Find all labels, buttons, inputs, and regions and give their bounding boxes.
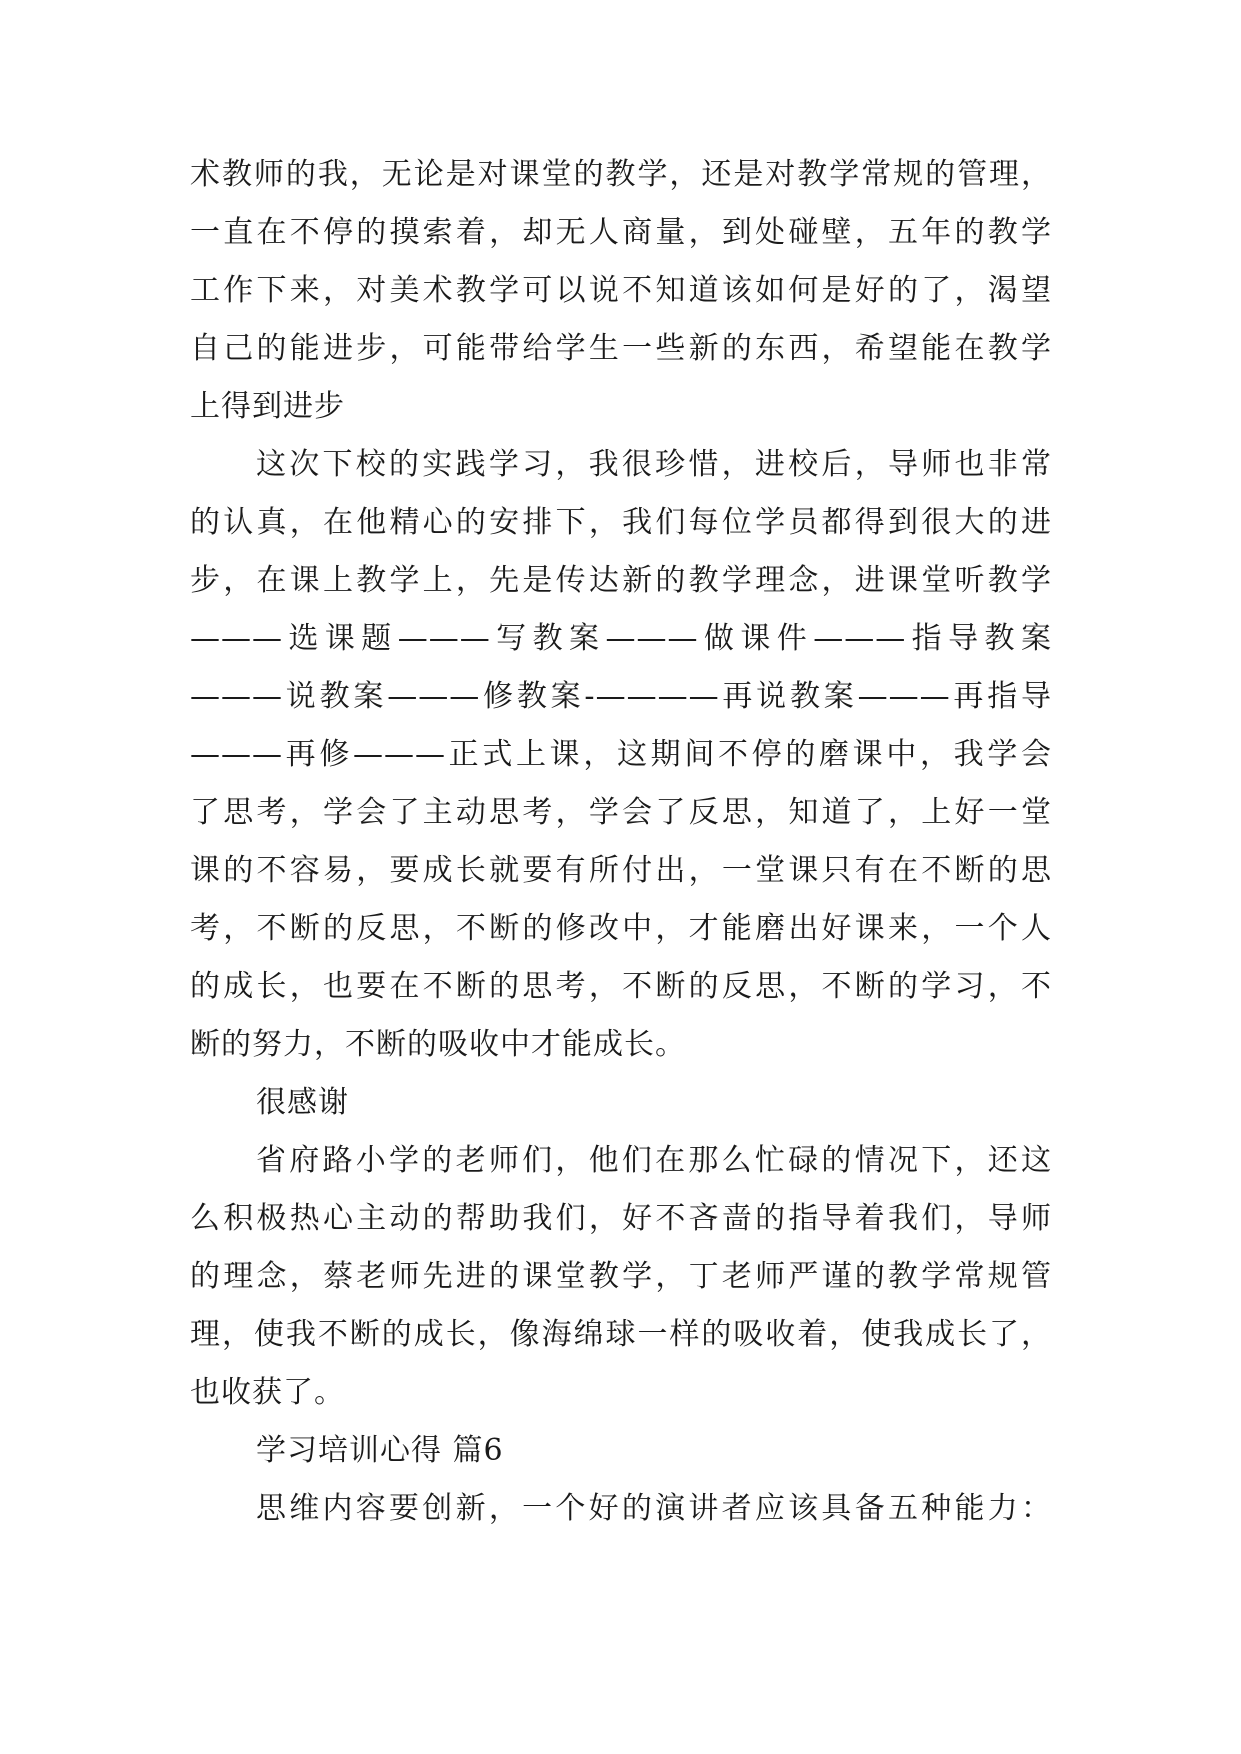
paragraph-line: 工作下来，对美术教学可以说不知道该如何是好的了，渴望 <box>190 273 1052 308</box>
paragraph-line: ———再修———正式上课，这期间不停的磨课中，我学会 <box>190 737 1052 772</box>
paragraph-line: 课的不容易，要成长就要有所付出，一堂课只有在不断的思 <box>190 853 1052 888</box>
paragraph-line: 的成长，也要在不断的思考，不断的反思，不断的学习，不 <box>190 969 1052 1004</box>
section-heading: 学习培训心得 篇6 <box>256 1433 504 1468</box>
paragraph-line: 省府路小学的老师们，他们在那么忙碌的情况下，还这 <box>256 1143 1052 1178</box>
paragraph-line: 的理念，蔡老师先进的课堂教学，丁老师严谨的教学常规管 <box>190 1259 1052 1294</box>
paragraph-line: 术教师的我，无论是对课堂的教学，还是对教学常规的管理， <box>190 157 1052 192</box>
paragraph-line: 也收获了。 <box>190 1375 345 1410</box>
document-body <box>190 146 1052 1538</box>
paragraph-line: ———说教案———修教案-————再说教案———再指导 <box>190 679 1052 714</box>
paragraph-line: 思维内容要创新，一个好的演讲者应该具备五种能力： <box>256 1491 1052 1526</box>
paragraph-line: 很感谢 <box>256 1085 349 1120</box>
paragraph-line: 了思考，学会了主动思考，学会了反思，知道了，上好一堂 <box>190 795 1052 830</box>
paragraph-line: 一直在不停的摸索着，却无人商量，到处碰壁，五年的教学 <box>190 215 1052 250</box>
paragraph-line: 么积极热心主动的帮助我们，好不吝啬的指导着我们，导师 <box>190 1201 1052 1236</box>
paragraph-line: 步，在课上教学上，先是传达新的教学理念，进课堂听教学 <box>190 563 1052 598</box>
paragraph-line: ———选课题———写教案———做课件———指导教案 <box>190 621 1052 656</box>
paragraph-line: 理，使我不断的成长，像海绵球一样的吸收着，使我成长了， <box>190 1317 1052 1352</box>
paragraph-line: 的认真，在他精心的安排下，我们每位学员都得到很大的进 <box>190 505 1052 540</box>
paragraph-line: 上得到进步 <box>190 389 345 424</box>
paragraph-line: 这次下校的实践学习，我很珍惜，进校后，导师也非常 <box>256 447 1052 482</box>
paragraph-line: 考，不断的反思，不断的修改中，才能磨出好课来，一个人 <box>190 911 1052 946</box>
paragraph-line: 自己的能进步，可能带给学生一些新的东西，希望能在教学 <box>190 331 1052 366</box>
paragraph-line: 断的努力，不断的吸收中才能成长。 <box>190 1027 686 1062</box>
